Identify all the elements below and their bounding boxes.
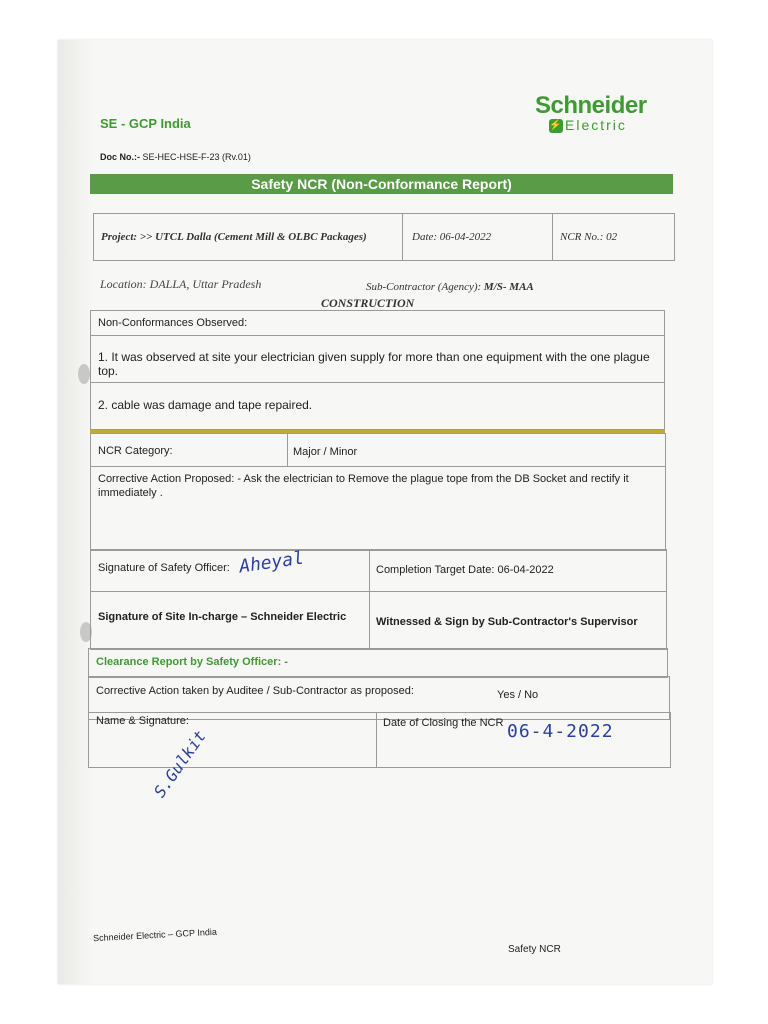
closing-date-label: Date of Closing the NCR xyxy=(383,717,504,729)
witnessed-sign-label: Witnessed & Sign by Sub-Contractor's Supervisor xyxy=(376,616,638,628)
location: Location: DALLA, Uttar Pradesh xyxy=(100,277,262,291)
schneider-logo xyxy=(535,94,665,133)
divider xyxy=(287,434,288,466)
name-signature-handwritten: S.Gulkit xyxy=(150,726,210,801)
footer-company: Schneider Electric – GCP India xyxy=(92,926,218,944)
divider xyxy=(369,550,370,591)
site-incharge-signature-label: Signature of Site In-charge – Schneider Electric xyxy=(98,611,347,623)
category-row xyxy=(91,434,665,467)
closing-date-handwritten: 06-4-2022 xyxy=(507,721,614,742)
divider xyxy=(369,591,370,649)
completion-target-date: Completion Target Date: 06-04-2022 xyxy=(376,564,554,576)
schneider-mark-icon: ⚡ xyxy=(549,120,564,132)
ncr-category-label: NCR Category: xyxy=(98,445,173,457)
subcontractor: Sub-Contractor (Agency): M/S- MAA xyxy=(366,281,534,293)
divider xyxy=(376,713,377,767)
nonconformance-item-2: 2. cable was damage and tape repaired. xyxy=(98,398,313,412)
ncr-category-value: Major / Minor xyxy=(293,446,358,458)
divider xyxy=(402,214,403,260)
report-date: Date: 06-04-2022 xyxy=(412,231,492,243)
safety-officer-signature-label: Signature of Safety Officer: xyxy=(98,562,230,574)
safety-officer-signature: Aheyal xyxy=(237,547,306,578)
corrective-taken-answer: Yes / No xyxy=(497,689,539,701)
clearance-row xyxy=(88,648,668,678)
logo-subtitle: ⚡ Electric xyxy=(549,117,627,133)
project-name: Project: >> UTCL Dalla (Cement Mill & OLBC Packages) xyxy=(101,231,367,243)
nonconformance-item-1: 1. It was observed at site your electrician given supply for more than one equipment with the one plague top. xyxy=(91,336,664,383)
corrective-action-proposed: Corrective Action Proposed: - Ask the electrician to Remove the plague tope from the DB Socket and rectify it immediately . xyxy=(98,473,629,499)
nonconformance-table xyxy=(90,310,665,430)
corrective-taken-label: Corrective Action taken by Auditee / Sub-Contractor as proposed: xyxy=(96,685,414,697)
category-action-table xyxy=(90,433,666,551)
paper-fold-shadow xyxy=(58,40,92,984)
doc-number: Doc No.:- SE-HEC-HSE-F-23 (Rv.01) xyxy=(100,152,251,162)
project-info-box xyxy=(93,213,675,261)
name-signature-label: Name & Signature: xyxy=(96,715,189,727)
signature-row-1 xyxy=(91,547,666,592)
page-title: Safety NCR (Non-Conformance Report) xyxy=(90,174,673,194)
footer-form-name: Safety NCR xyxy=(508,944,561,955)
logo-wordmark: Schneider xyxy=(535,92,647,119)
clearance-report-label: Clearance Report by Safety Officer: - xyxy=(96,656,288,668)
nonconformance-heading: Non-Conformances Observed: xyxy=(91,311,664,336)
subcontractor-continued: CONSTRUCTION xyxy=(321,296,415,310)
org-name: SE - GCP India xyxy=(100,116,191,131)
signature-table xyxy=(90,549,667,650)
signature-row-2 xyxy=(91,591,666,649)
ncr-number: NCR No.: 02 xyxy=(560,231,618,243)
divider xyxy=(552,214,553,260)
punch-hole xyxy=(78,364,90,384)
